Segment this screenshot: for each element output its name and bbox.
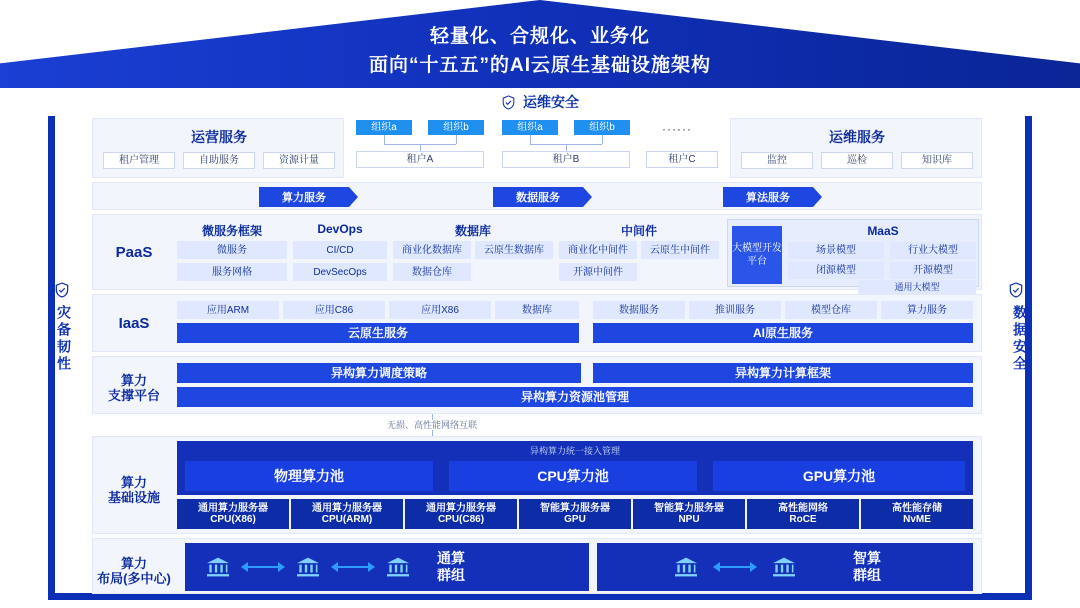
roof-title-line2: 面向“十五五”的AI云原生基础设施架构: [368, 55, 711, 76]
general-group-name-line1: 通算: [437, 550, 465, 566]
tenant-chip-2[interactable]: 租户C: [646, 151, 718, 168]
server-4[interactable]: [633, 499, 745, 529]
general-group-name-line2: 群组: [437, 567, 465, 583]
roof-banner: [0, 0, 1080, 88]
tenant-panel: [350, 118, 724, 178]
support-bar-0[interactable]: 异构算力调度策略: [177, 363, 581, 383]
paas-g3-chip-1[interactable]: 云原生中间件: [641, 241, 719, 259]
iaas-left-chip-0[interactable]: 应用ARM: [177, 301, 279, 319]
op-chip-0[interactable]: 租户管理: [103, 152, 175, 169]
infra-panel: [92, 436, 982, 534]
ops-security-label: 运维安全: [523, 94, 579, 110]
intelligent-group-name-line1: 智算: [853, 550, 881, 566]
intelligent-group-name-line2: 群组: [853, 567, 881, 583]
om-chip-1[interactable]: 巡检: [821, 152, 893, 169]
pool-container: [177, 441, 973, 495]
paas-g0-chip-1[interactable]: 服务网格: [177, 263, 287, 281]
server-5-line1: 高性能网络: [778, 503, 828, 514]
iaas-left-bar[interactable]: 云原生服务: [177, 323, 579, 343]
content-area: [92, 118, 982, 594]
shield-icon-right: [1008, 282, 1024, 298]
datacenter-icon: [771, 556, 797, 578]
server-1-line1: 通用算力服务器: [312, 503, 382, 514]
server-4-line1: 智能算力服务器: [654, 503, 724, 514]
paas-group-0-title: 微服务框架: [201, 224, 262, 238]
paas-group-1-title: DevOps: [317, 222, 363, 236]
network-note: 无损、高性能网络互联: [386, 420, 477, 430]
general-compute-group[interactable]: [185, 543, 589, 591]
support-label-line1: 算力: [120, 373, 147, 388]
iaas-right-chip-0[interactable]: 数据服务: [593, 301, 685, 319]
server-5-line2: RoCE: [789, 514, 817, 525]
pool-1[interactable]: CPU算力池: [449, 461, 697, 491]
maas-title: MaaS: [867, 224, 899, 238]
datacenter-icon: [385, 556, 411, 578]
server-2-line1: 通用算力服务器: [426, 503, 496, 514]
om-service-panel: [730, 118, 982, 178]
paas-panel: [92, 214, 982, 290]
intelligent-group-name: [853, 550, 881, 584]
server-0[interactable]: [177, 499, 289, 529]
layout-label: [93, 556, 175, 586]
tenant-chip-0[interactable]: 租户A: [356, 151, 484, 168]
paas-g2-chip-2[interactable]: 数据仓库: [393, 263, 471, 281]
paas-g1-chip-1[interactable]: DevSecOps: [293, 263, 387, 281]
link-arrow-icon: [331, 562, 375, 572]
service-arrow-0[interactable]: 算力服务: [259, 187, 349, 207]
paas-g2-chip-0[interactable]: 商业化数据库: [393, 241, 471, 259]
roof-title: [0, 22, 1080, 80]
link-arrow-icon: [241, 562, 285, 572]
server-2[interactable]: [405, 499, 517, 529]
server-1-line2: CPU(ARM): [321, 514, 373, 525]
paas-group-3-title: 中间件: [620, 224, 657, 238]
server-6-line1: 高性能存储: [892, 503, 942, 514]
datacenter-icon: [673, 556, 699, 578]
layout-label-line1: 算力: [120, 556, 147, 571]
datacenter-icon: [205, 556, 231, 578]
support-full-bar[interactable]: 异构算力资源池管理: [177, 387, 973, 407]
maas-chip-4[interactable]: 通用大模型: [858, 280, 976, 294]
general-group-name: [437, 550, 465, 584]
link-arrow-icon: [713, 562, 757, 572]
paas-group-2-title: 数据库: [454, 224, 491, 238]
intelligent-compute-group[interactable]: [597, 543, 973, 591]
infra-label: [97, 475, 171, 505]
service-bar: [92, 182, 982, 210]
service-arrow-2[interactable]: 算法服务: [723, 187, 813, 207]
shield-check-icon: [501, 95, 516, 110]
server-3[interactable]: [519, 499, 631, 529]
server-1[interactable]: [291, 499, 403, 529]
server-0-line1: 通用算力服务器: [198, 503, 268, 514]
operation-service-title: 运营服务: [191, 129, 247, 145]
maas-panel: [727, 219, 979, 292]
org-ellipsis: ······: [662, 122, 692, 136]
om-service-title: 运维服务: [829, 129, 885, 145]
server-5[interactable]: [747, 499, 859, 529]
maas-platform[interactable]: 大模型开发平台: [732, 226, 782, 284]
iaas-left-chip-3[interactable]: 数据库: [495, 301, 579, 319]
server-0-line2: CPU(X86): [210, 514, 256, 525]
iaas-right-chip-1[interactable]: 推训服务: [689, 301, 781, 319]
op-chip-1[interactable]: 自助服务: [183, 152, 255, 169]
access-bar: 异构算力统一接入管理: [529, 446, 620, 456]
org-chip-0[interactable]: 组织a: [356, 120, 412, 135]
server-3-line1: 智能算力服务器: [540, 503, 610, 514]
iaas-left-chip-2[interactable]: 应用X86: [389, 301, 491, 319]
paas-g1-chip-0[interactable]: CI/CD: [293, 241, 387, 259]
paas-g0-chip-0[interactable]: 微服务: [177, 241, 287, 259]
server-2-line2: CPU(C86): [437, 514, 485, 525]
server-6-line2: NvME: [903, 514, 931, 525]
paas-g2-chip-1[interactable]: 云原生数据库: [475, 241, 553, 259]
op-chip-2[interactable]: 资源计量: [263, 152, 335, 169]
layout-label-line2: 布局(多中心): [97, 571, 171, 586]
maas-chip-3[interactable]: 开源模型: [890, 262, 976, 279]
side-label-left: 灾备韧性: [56, 305, 72, 373]
infra-label-line2: 基础设施: [107, 490, 160, 505]
paas-label: PaaS: [115, 244, 153, 261]
iaas-panel: [92, 294, 982, 352]
iaas-label: IaaS: [118, 315, 150, 332]
pool-0[interactable]: 物理算力池: [185, 461, 433, 491]
iaas-right-chip-3[interactable]: 算力服务: [881, 301, 973, 319]
org-chip-2[interactable]: 组织a: [502, 120, 558, 135]
operation-service-panel: [92, 118, 344, 178]
support-platform-panel: [92, 356, 982, 414]
tenant-chip-1[interactable]: 租户B: [502, 151, 630, 168]
roof-title-line1: 轻量化、合规化、业务化: [429, 26, 650, 47]
om-chip-0[interactable]: 监控: [741, 152, 813, 169]
iaas-right-bar[interactable]: AI原生服务: [593, 323, 973, 343]
maas-chip-0[interactable]: 场景模型: [788, 242, 884, 259]
ops-security-bar: [48, 88, 1032, 116]
shield-icon-left: [54, 282, 70, 298]
maas-chip-2[interactable]: 闭源模型: [788, 262, 884, 279]
iaas-right-chip-2[interactable]: 模型仓库: [785, 301, 877, 319]
support-label-line2: 支撑平台: [107, 388, 160, 403]
server-4-line2: NPU: [678, 514, 700, 525]
support-label: [97, 373, 171, 403]
server-3-line2: GPU: [564, 514, 586, 525]
support-bar-1[interactable]: 异构算力计算框架: [593, 363, 973, 383]
paas-g3-chip-0[interactable]: 商业化中间件: [559, 241, 637, 259]
iaas-left-chip-1[interactable]: 应用C86: [283, 301, 385, 319]
side-label-right: 数据安全: [1012, 305, 1028, 373]
server-6[interactable]: [861, 499, 973, 529]
service-arrow-1[interactable]: 数据服务: [493, 187, 583, 207]
org-chip-3[interactable]: 组织b: [574, 120, 630, 135]
maas-chip-1[interactable]: 行业大模型: [890, 242, 976, 259]
layout-panel: [92, 538, 982, 594]
paas-g3-chip-2[interactable]: 开源中间件: [559, 263, 637, 281]
datacenter-icon: [295, 556, 321, 578]
org-chip-1[interactable]: 组织b: [428, 120, 484, 135]
infra-label-line1: 算力: [120, 475, 147, 490]
om-chip-2[interactable]: 知识库: [901, 152, 973, 169]
pool-2[interactable]: GPU算力池: [713, 461, 965, 491]
